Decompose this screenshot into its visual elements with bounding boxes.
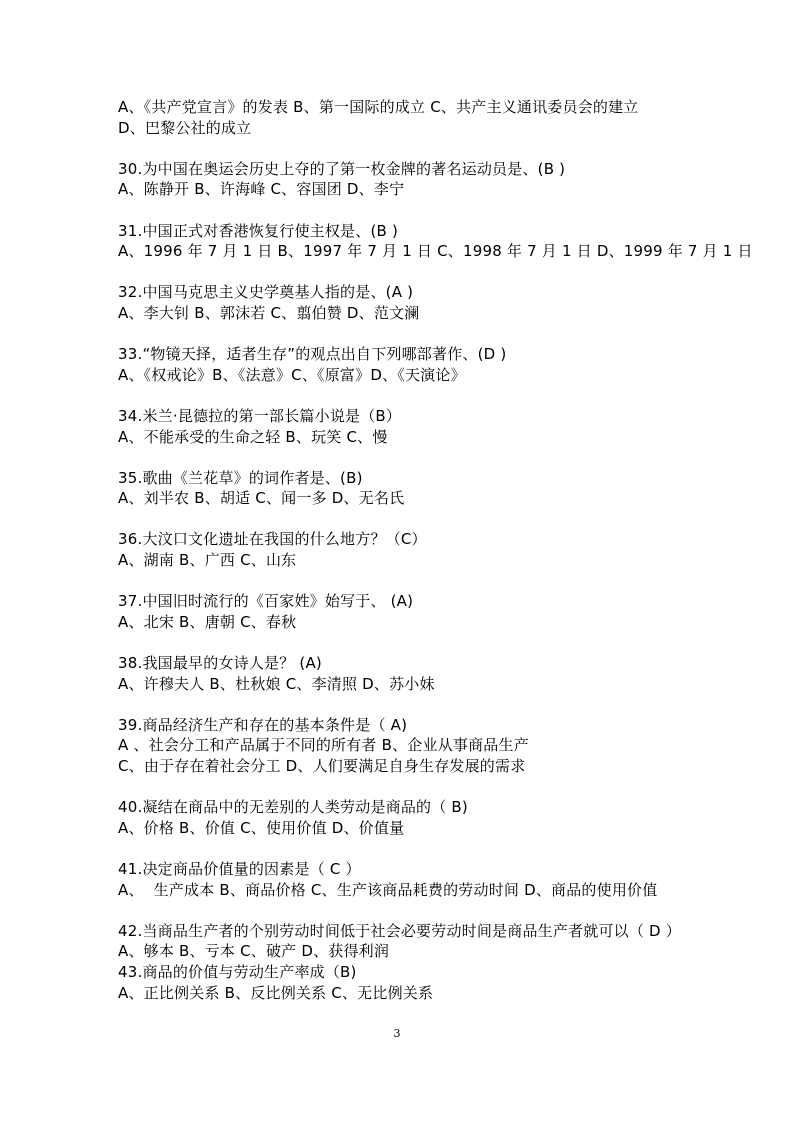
text-line: A、不能承受的生命之轻 B、玩笑 C、慢	[118, 427, 388, 446]
text-line: 35.歌曲《兰花草》的词作者是、(B)	[118, 468, 363, 487]
text-line: 39.商品经济生产和存在的基本条件是（ A)	[118, 715, 408, 734]
text-line: 43.商品的价值与劳动生产率成（B)	[118, 962, 357, 981]
blank-line	[118, 632, 738, 653]
text-line: 38.我国最早的女诗人是？ (A)	[118, 654, 322, 673]
text-line: 31.中国正式对香港恢复行使主权是、(B )	[118, 221, 399, 240]
text-line: A、《权戒论》B、《法意》C、《原富》D、《天演论》	[118, 365, 466, 384]
text-line: C、由于存在着社会分工 D、人们要满足自身生存发展的需求	[118, 757, 526, 775]
blank-line	[118, 324, 738, 345]
text-line: 36.大汶口文化遗址在我国的什么地方？（C）	[118, 530, 427, 549]
text-line: A、李大钊 B、郭沫若 C、翦伯赞 D、范文澜	[118, 303, 420, 322]
blank-line	[118, 900, 738, 921]
page-number: 3	[393, 1027, 401, 1040]
blank-line	[118, 447, 738, 468]
blank-line	[118, 838, 738, 859]
blank-line	[118, 509, 738, 530]
text-line: 30.为中国在奥运会历史上夺的了第一枚金牌的著名运动员是、(B )	[118, 159, 566, 178]
text-line: A、正比例关系 B、反比例关系 C、无比例关系	[118, 983, 434, 1002]
text-line: 40.凝结在商品中的无差别的人类劳动是商品的（ B)	[118, 798, 468, 817]
blank-line	[118, 694, 738, 715]
blank-line	[118, 200, 738, 221]
text-line: A、《共产党宣言》的发表 B、第一国际的成立 C、共产主义通讯委员会的建立	[118, 98, 639, 116]
text-line: D、巴黎公社的成立	[118, 118, 252, 137]
blank-line	[118, 571, 738, 592]
text-line: 41.决定商品价值量的因素是（ C ）	[118, 859, 361, 878]
text-line: A、价格 B、价值 C、使用价值 D、价值量	[118, 818, 405, 837]
text-line: A、刘半农 B、胡适 C、闻一多 D、无名氏	[118, 489, 405, 508]
blank-line	[118, 138, 738, 159]
text-line: A、1996 年 7 月 1 日 B、1997 年 7 月 1 日 C、1998 年 7 月 1 日 D、1999 年 7 月 1 日	[118, 242, 753, 261]
text-line: 37.中国旧时流行的《百家姓》始写于、 (A)	[118, 592, 414, 611]
text-line: 42.当商品生产者的个别劳动时间低于社会必要劳动时间是商品生产者就可以（ D ）	[118, 921, 681, 940]
text-line: A、许穆夫人 B、杜秋娘 C、李清照 D、苏小妹	[118, 674, 435, 693]
blank-line	[118, 385, 738, 406]
text-line: A 、社会分工和产品属于不同的所有者 B、企业从事商品生产	[118, 736, 529, 755]
text-line: 34.米兰·昆德拉的第一部长篇小说是（B）	[118, 406, 402, 425]
text-line: A、湖南 B、广西 C、山东	[118, 551, 297, 570]
text-line: A、够本 B、亏本 C、破产 D、获得利润	[118, 942, 390, 961]
blank-line	[118, 262, 738, 283]
document-body	[118, 97, 753, 1003]
text-line: 33.“物镜天择，适者生存”的观点出自下列哪部著作、(D )	[118, 345, 507, 364]
blank-line	[118, 777, 738, 798]
text-line: 32.中国马克思主义史学奠基人指的是、(A )	[118, 283, 414, 302]
text-line: A、北宋 B、唐朝 C、春秋	[118, 612, 297, 631]
text-line: A、 生产成本 B、商品价格 C、生产该商品耗费的劳动时间 D、商品的使用价值	[118, 880, 658, 899]
text-line: A、陈静开 B、许海峰 C、容国团 D、李宁	[118, 180, 405, 199]
